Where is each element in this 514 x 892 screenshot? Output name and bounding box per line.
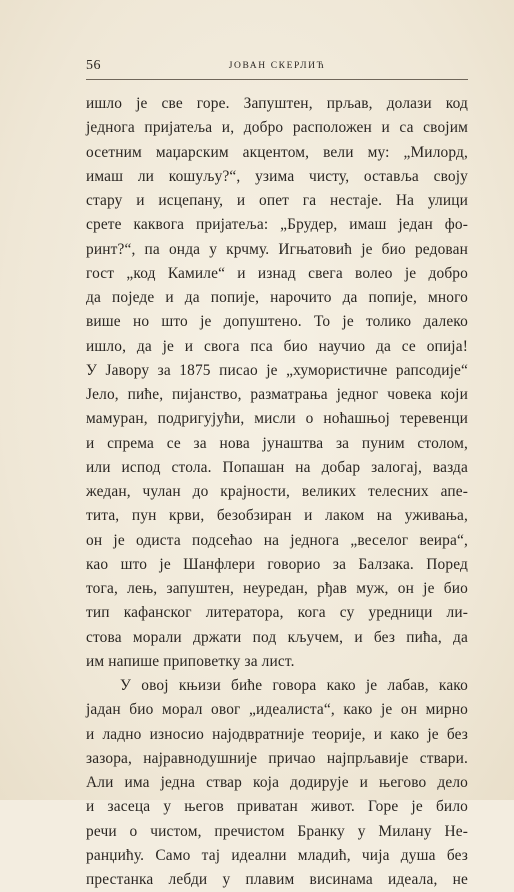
text-line: осетним маџарским акцентом, вели му: „Милорд,: [86, 143, 468, 161]
text-line: срете каквога пријатеља: „Брудер, имаш један фо-: [86, 216, 468, 234]
text-line: им напише приповетку за лист.: [86, 652, 295, 670]
text-line: Јело, пиће, пијанство, разматрања једног човека који: [86, 386, 468, 403]
text-line: речи о чистом, пречистом Бранку у Милану Не-: [86, 822, 468, 840]
text-line: и спрема се за нова јунаштва за пуним столом,: [86, 434, 468, 452]
text-line: мамуран, подригујући, мисли о ноћашњој теревенци: [86, 410, 468, 428]
text-line: престанка лебди у плавим висинама идеала, не: [86, 871, 468, 888]
text-line: он је одиста подсећао на једнога „веселог веира“,: [86, 531, 468, 549]
text-line: ранџићу. Само тај идеални младић, чија душа без: [86, 846, 468, 864]
text-line: јадан био морал овог „идеалиста“, како је он мирно: [86, 701, 468, 719]
body-text: [86, 92, 468, 892]
text-line: да поједе и да попије, нарочито да попије, много: [86, 289, 468, 306]
text-line: више но што је допуштено. То је толико далеко: [86, 313, 468, 331]
text-line: тога, лењ, запуштен, неуредан, рђав муж, он је био: [86, 580, 468, 597]
text-line: гост „код Камиле“ и изнад свега волео је добро: [86, 264, 468, 282]
text-line: тип кафанског литератора, кога су уредници ли-: [86, 604, 468, 622]
text-line: стова морали држати под кључем, и без пића, да: [86, 628, 468, 646]
text-line: стару и исцепану, и опет га нестаје. На улици: [86, 192, 468, 209]
text-line: једнога пријатеља и, добро расположен и са својим: [86, 119, 468, 137]
text-line: ишло је све горе. Запуштен, прљав, долази код: [86, 95, 468, 112]
text-line: ринт?“, па онда у крчму. Игњатовић је био редован: [86, 240, 468, 258]
running-head: ЈОВАН СКЕРЛИЋ: [228, 61, 326, 71]
text-line: жедан, чулан до крајности, великих телесних апе-: [86, 483, 468, 500]
text-line: или испод стола. Попашан на добар залогај, вазда: [86, 458, 468, 476]
text-line: и засеца у његов приватан живот. Горе је било: [86, 798, 468, 816]
header-rule: [86, 79, 468, 80]
text-line: зазора, најравнодушније причао најпрљавије ствари.: [86, 749, 468, 767]
text-line: У Јавору за 1875 писао је „хумористичне рапсодије“: [86, 361, 468, 379]
text-line: као што је Шанфлери говорио за Балзака. Поред: [86, 555, 468, 573]
text-line: Али има једна ствар која додирује и његово дело: [86, 774, 468, 791]
page-number: 56: [86, 58, 101, 73]
text-line: У овој књизи биће говора како је лабав, како: [120, 677, 468, 694]
page-header: [86, 58, 468, 74]
text-line: имаш ли кошуљу?“, узима чисту, оставља своју: [86, 167, 468, 185]
text-line: и ладно износио најодвратније теорије, и како је без: [86, 725, 468, 743]
text-line: тита, пун крви, безобзиран и лаком на уживања,: [86, 507, 468, 525]
text-line: ишло, да је и свога пса био научио да се опија!: [86, 337, 468, 355]
